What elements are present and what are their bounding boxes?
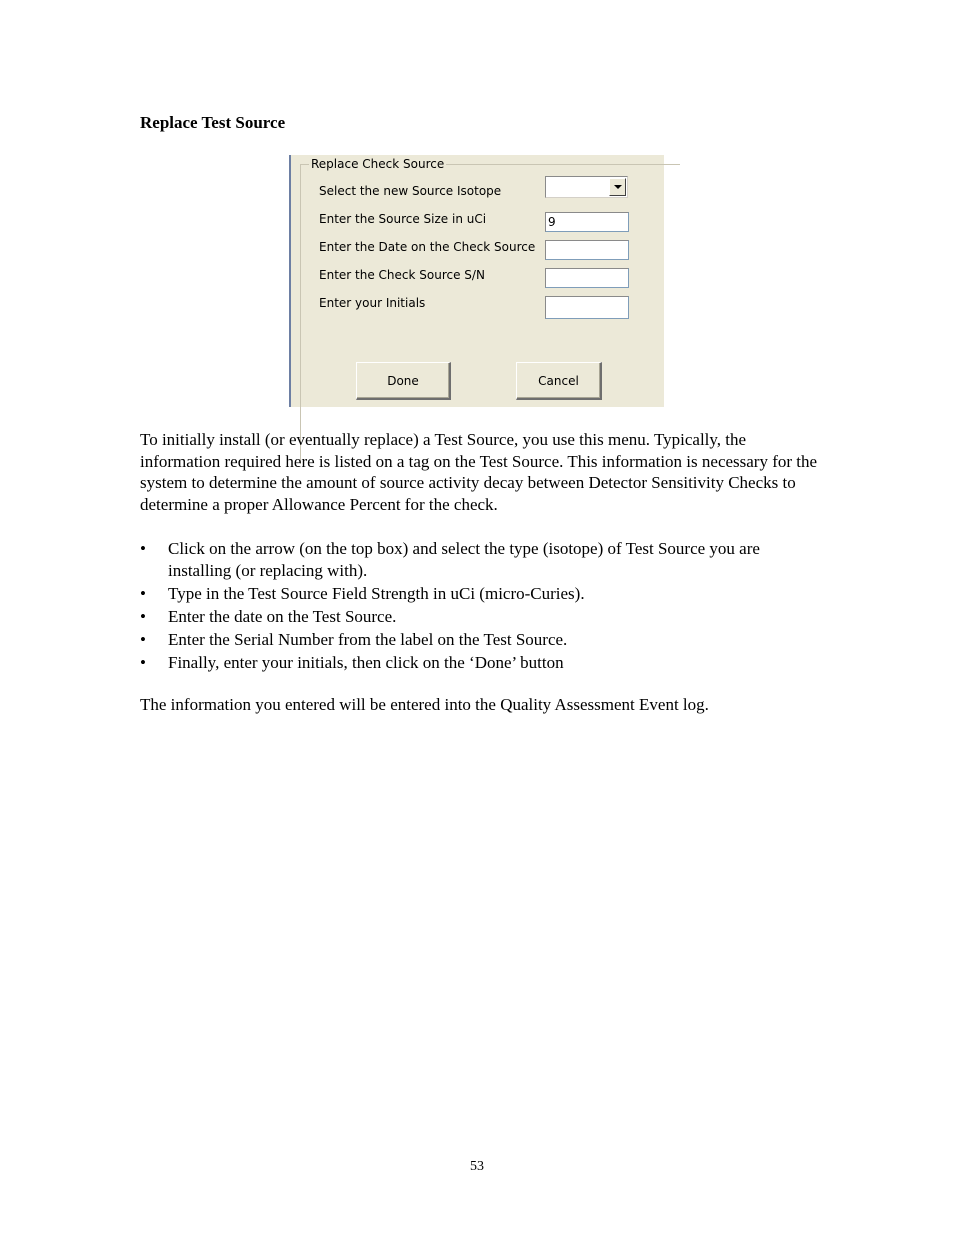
bullet-icon: • xyxy=(140,606,146,626)
initials-label: Enter your Initials xyxy=(319,296,426,310)
check-source-sn-input[interactable] xyxy=(545,268,629,288)
page-number: 53 xyxy=(470,1159,484,1174)
list-item-text: Type in the Test Source Field Strength in uCi (micro-Curies). xyxy=(168,583,585,603)
list-item xyxy=(140,606,820,628)
cancel-button[interactable]: Cancel xyxy=(516,362,602,400)
bullet-icon: • xyxy=(140,653,146,673)
list-item-text: Enter the Serial Number from the label on the Test Source. xyxy=(168,629,568,649)
check-source-date-label: Enter the Date on the Check Source xyxy=(319,240,536,254)
bullet-icon: • xyxy=(140,629,146,649)
section-heading: Replace Test Source xyxy=(140,113,286,132)
check-source-sn-label: Enter the Check Source S/N xyxy=(319,268,485,282)
instruction-list xyxy=(140,538,820,675)
dropdown-button[interactable] xyxy=(609,178,626,196)
closing-paragraph: The information you entered will be entered into the Quality Assessment Event log. xyxy=(140,695,709,714)
chevron-down-icon xyxy=(614,185,622,189)
intro-paragraph: To initially install (or eventually replace) a Test Source, you use this menu. Typically, the information required here is listed on a tag on the Test Source. This information is necessary for the system to determine the amount of source activity decay between Detector Sensitivity Checks to determine a proper Allowance Percent for the check. xyxy=(140,430,818,515)
list-item xyxy=(140,652,820,674)
source-size-input[interactable] xyxy=(545,212,629,232)
list-item xyxy=(140,629,820,651)
source-size-label: Enter the Source Size in uCi xyxy=(319,212,487,226)
initials-input[interactable] xyxy=(545,296,629,319)
replace-check-source-dialog xyxy=(289,155,664,407)
list-item xyxy=(140,583,820,605)
isotope-label: Select the new Source Isotope xyxy=(319,184,502,198)
isotope-select[interactable] xyxy=(545,176,628,198)
check-source-date-input[interactable] xyxy=(545,240,629,260)
bullet-icon: • xyxy=(140,583,146,603)
list-item-text: Enter the date on the Test Source. xyxy=(168,606,397,626)
list-item xyxy=(140,538,820,581)
bullet-icon: • xyxy=(140,539,146,558)
groupbox-title: Replace Check Source xyxy=(311,157,445,171)
list-item-text: Click on the arrow (on the top box) and select the type (isotope) of Test Source you are installing (or replacing with). xyxy=(168,539,760,580)
done-button[interactable]: Done xyxy=(356,362,451,400)
list-item-text: Finally, enter your initials, then click on the ‘Done’ button xyxy=(168,653,564,673)
